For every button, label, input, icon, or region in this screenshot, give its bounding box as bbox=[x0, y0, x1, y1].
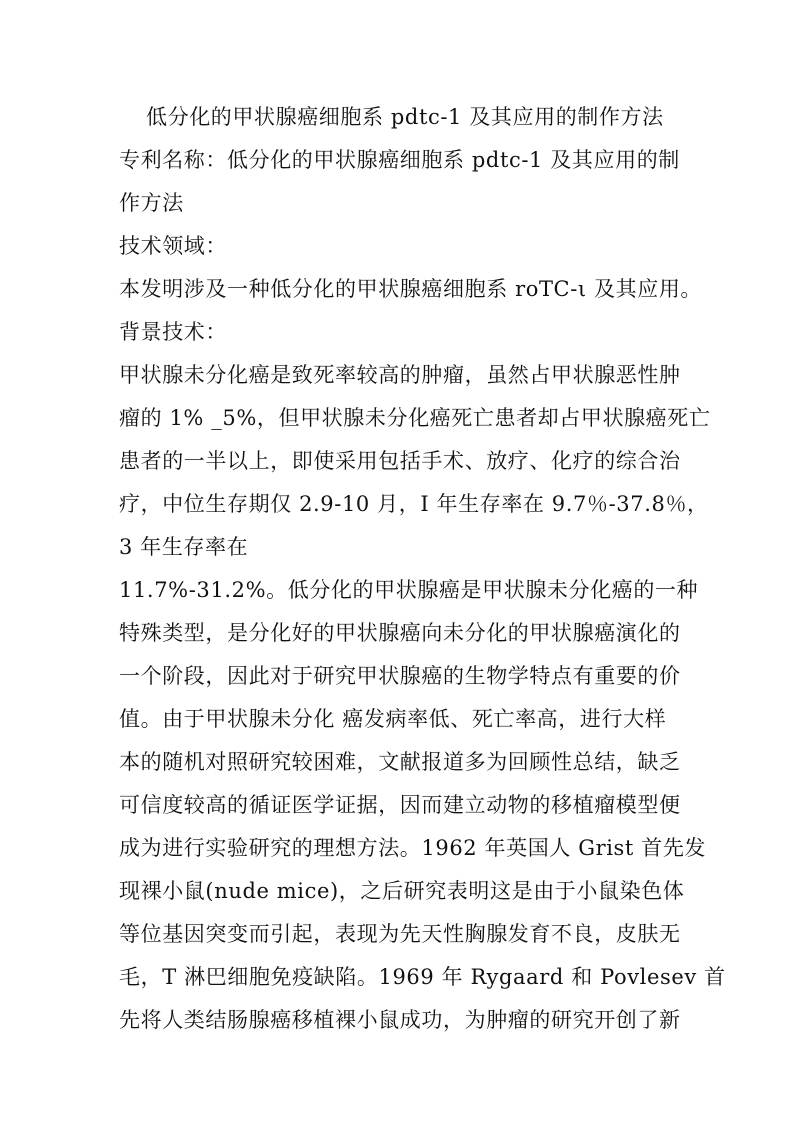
background-heading: 背景技术： bbox=[119, 320, 227, 344]
background-line: 毛，T 淋巴细胞免疫缺陷。1969 年 Rygaard 和 Povlesev 首 bbox=[119, 965, 726, 989]
background-line: 甲状腺未分化癌是致死率较高的肿瘤，虽然占甲状腺恶性肿 bbox=[119, 363, 681, 387]
field-heading: 技术领域： bbox=[119, 234, 227, 258]
background-line: 值。由于甲状腺未分化 癌发病率低、死亡率高，进行大样 bbox=[119, 707, 667, 731]
background-line: 可信度较高的循证医学证据，因而建立动物的移植瘤模型便 bbox=[119, 793, 681, 817]
document-title: 低分化的甲状腺癌细胞系 pdtc-1 及其应用的制作方法 bbox=[146, 105, 664, 129]
background-line: 成为进行实验研究的理想方法。1962 年英国人 Grist 首先发 bbox=[119, 836, 707, 860]
field-text: 本发明涉及一种低分化的甲状腺癌细胞系 roTC-ι 及其应用。 bbox=[119, 277, 703, 301]
background-line: 疗，中位生存期仅 2.9-10 月，I 年生存率在 9.7％-37.8％， bbox=[119, 492, 709, 516]
patent-name-line-2: 作方法 bbox=[119, 191, 184, 215]
background-line: 特殊类型，是分化好的甲状腺癌向未分化的甲状腺癌演化的 bbox=[119, 621, 681, 645]
background-line: 本的随机对照研究较困难，文献报道多为回顾性总结，缺乏 bbox=[119, 750, 681, 774]
background-line: 患者的一半以上，即使采用包括手术、放疗、化疗的综合治 bbox=[119, 449, 681, 473]
background-line: 现裸小鼠(nude mice)，之后研究表明这是由于小鼠染色体 bbox=[119, 879, 685, 903]
patent-name-line-1: 专利名称：低分化的甲状腺癌细胞系 pdtc-1 及其应用的制 bbox=[119, 148, 680, 172]
background-line: 瘤的 1% _5%，但甲状腺未分化癌死亡患者却占甲状腺癌死亡 bbox=[119, 406, 711, 430]
background-line: 先将人类结肠腺癌移植裸小鼠成功，为肿瘤的研究开创了新 bbox=[119, 1008, 681, 1032]
background-line: 一个阶段，因此对于研究甲状腺癌的生物学特点有重要的价 bbox=[119, 664, 681, 688]
background-line: 3 年生存率在 bbox=[119, 535, 249, 559]
background-line: 11.7%-31.2%。低分化的甲状腺癌是甲状腺未分化癌的一种 bbox=[119, 578, 699, 602]
background-line: 等位基因突变而引起，表现为先天性胸腺发育不良，皮肤无 bbox=[119, 922, 681, 946]
